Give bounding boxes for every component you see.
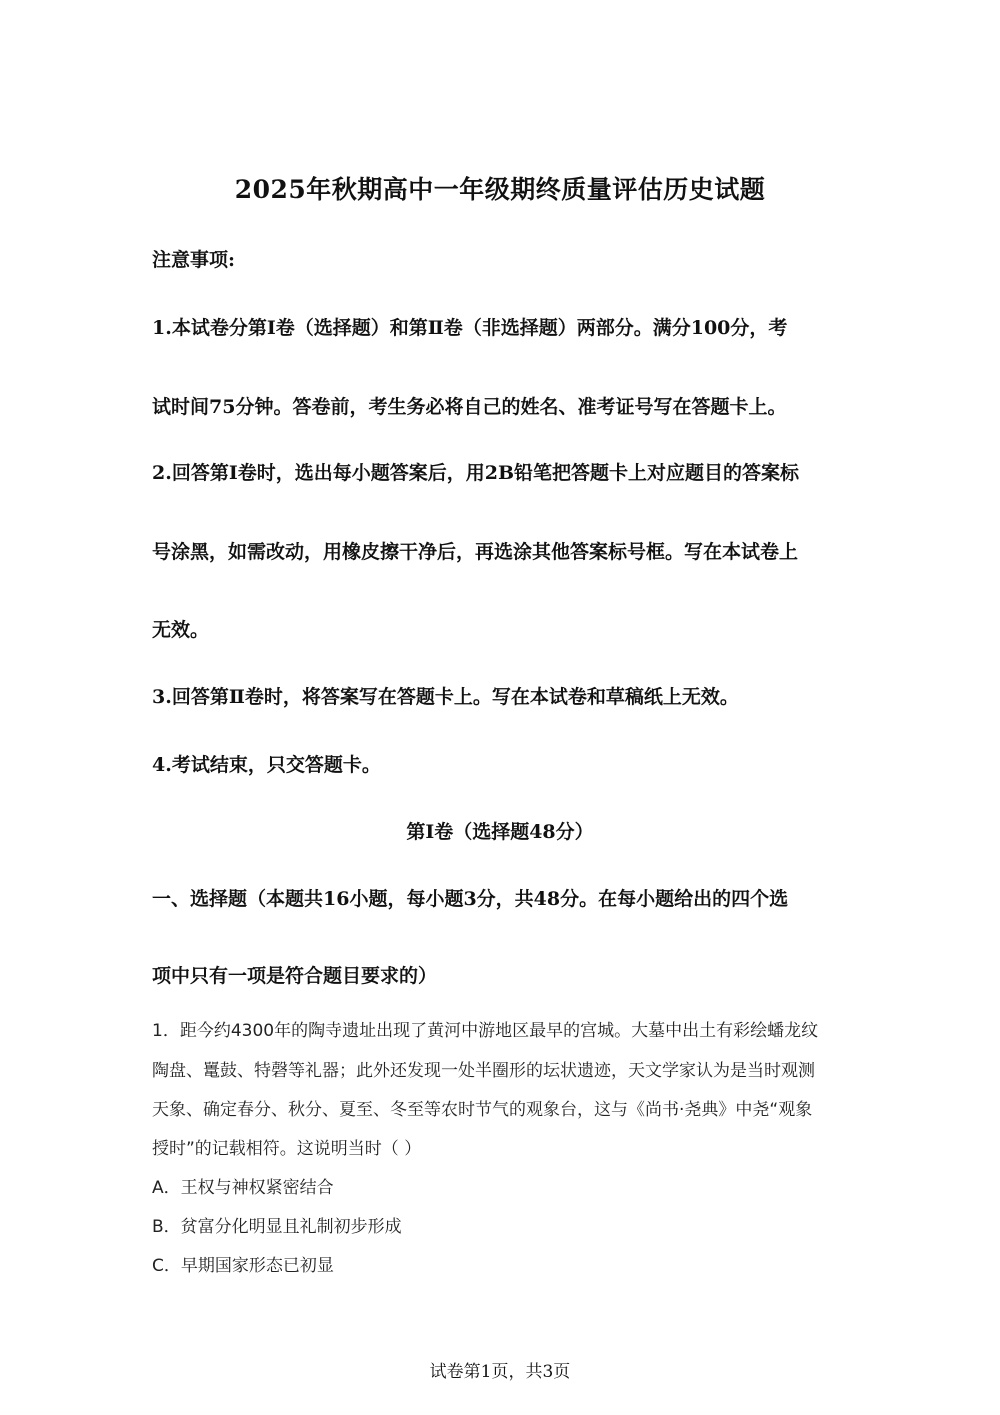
notice-line: 4.考试结束，只交答题卡。 — [152, 754, 381, 776]
notice-line: 号涂黑，如需改动，用橡皮擦干净后，再选涂其他答案标号框。写在本试卷上 — [152, 541, 799, 563]
exam-title: 2025年秋期高中一年级期终质量评估历史试题 — [234, 175, 766, 204]
notice-line: 3.回答第Ⅱ卷时，将答案写在答题卡上。写在本试卷和草稿纸上无效。 — [152, 686, 739, 708]
notice-line: 试时间75分钟。答卷前，考生务必将自己的姓名、准考证号写在答题卡上。 — [152, 396, 787, 418]
question-stem: 天象、确定春分、秋分、夏至、冬至等农时节气的观象台，这与《尚书·尧典》中尧“观象 — [152, 1100, 813, 1120]
option-b: B．贫富分化明显且礼制初步形成 — [152, 1217, 402, 1237]
part-heading: 一、选择题（本题共16小题，每小题3分，共48分。在每小题给出的四个选 — [152, 888, 789, 910]
notice-line: 无效。 — [152, 619, 210, 641]
page-footer: 试卷第1页，共3页 — [429, 1362, 571, 1382]
question-stem: 授时”的记载相符。这说明当时（ ） — [152, 1139, 422, 1159]
option-c: C．早期国家形态已初显 — [152, 1256, 334, 1276]
notice-line: 1.本试卷分第Ⅰ卷（选择题）和第Ⅱ卷（非选择题）两部分。满分100分，考 — [152, 317, 788, 339]
notice-line: 2.回答第Ⅰ卷时，选出每小题答案后，用2B铅笔把答题卡上对应题目的答案标 — [152, 462, 800, 484]
option-a: A．王权与神权紧密结合 — [152, 1178, 334, 1198]
notice-heading: 注意事项: — [152, 249, 236, 271]
part-heading: 项中只有一项是符合题目要求的） — [152, 965, 438, 987]
section-title: 第Ⅰ卷（选择题48分） — [406, 821, 594, 843]
question-stem: 陶盘、鼍鼓、特磬等礼器；此外还发现一处半圈形的坛状遗迹，天文学家认为是当时观测 — [152, 1061, 815, 1081]
question-stem: 1．距今约4300年的陶寺遗址出现了黄河中游地区最早的宫城。大墓中出土有彩绘蟠龙纹 — [152, 1021, 819, 1041]
